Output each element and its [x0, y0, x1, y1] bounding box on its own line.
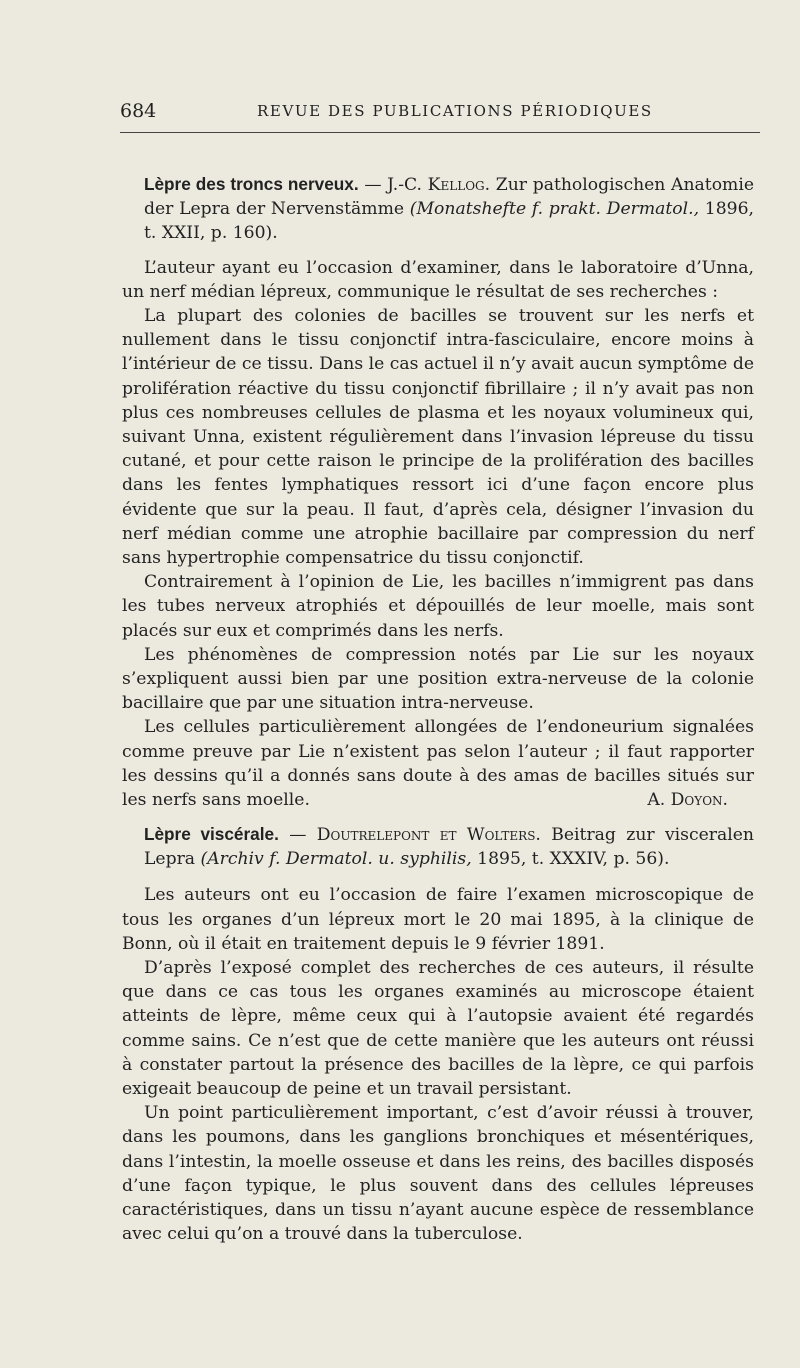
article-journal: (Monatshefte f. prakt. Dermatol.,: [409, 199, 700, 220]
article-citation: Beitrag zur visceralen Lepra: [144, 825, 754, 870]
article-reference: 1896, t. XXII, p. 160).: [144, 199, 754, 244]
article-lepre-troncs-nerveux: [122, 172, 754, 812]
paragraph: La plupart des colonies de bacilles se trouvent sur les nerfs et nullement dans le tissu conjonctif intra-fasciculaire, encore moins à l’intérieur de ce tissu. Dans le cas actuel il n’y avait aucun symptôme de prolifération réactive du tissu conjonctif fibrillaire ; il n’y avait pas non plus ces nombreuses cellules de plasma et les noyaux volumineux qui, suivant Unna, existent régulièrement dans l’invasion lépreuse du tissu cutané, et pour cette raison le principe de la prolifération des bacilles dans les fentes lymphatiques ressort ici d’une façon encore plus évidente que sur la peau. Il faut, d’après cela, désigner l’invasion du nerf médian comme une atrophie bacillaire par compression du nerf sans hypertrophie compensatrice du tissu conjonctif.: [122, 306, 754, 569]
paragraph: Contrairement à l’opinion de Lie, les bacilles n’immigrent pas dans les tubes nerveux atrophiés et dépouillés de leur moelle, mais sont placés sur eux et comprimés dans les nerfs.: [122, 572, 754, 641]
article-journal: (Archiv f. Dermatol. u. syphilis,: [200, 849, 472, 870]
paragraph: D’après l’exposé complet des recherches de ces auteurs, il résulte que dans ce cas tous les organes examinés au microscope étaient atteints de lèpre, même ceux qui à l’autopsie avaient été regardés comme sains. Ce n’est que de cette manière que les auteurs ont réussi à constater partout la présence des bacilles de la lèpre, ce qui parfois exigeait beaucoup de peine et un travail persistant.: [122, 958, 754, 1100]
paragraph-last: [122, 715, 754, 812]
paragraph-text: Les cellules particulièrement allongées de l’endoneurium signalées comme preuve par Lie n’existent pas selon l’auteur ; il faut rapporter les dessins qu’il a donnés sans doute à des amas de bacilles situés sur les nerfs sans moelle.: [122, 717, 754, 811]
article-title: Lèpre des troncs nerveux.: [144, 174, 359, 194]
paragraph: Les phénomènes de compression notés par Lie sur les noyaux s’expliquent aussi bien par une position extra-nerveuse de la colonie bacillaire que par une situation intra-nerveuse.: [122, 644, 754, 714]
article-lepre-viscerale: [122, 822, 754, 1246]
article-author: — Doutrelepont et Wolters.: [289, 825, 541, 845]
article-title: Lèpre viscérale.: [144, 824, 279, 844]
paragraph: Un point particulièrement important, c’est d’avoir réussi à trouver, dans les poumons, dans les ganglions bronchiques et mésentériques, dans l’intestin, la moelle osseuse et dans les reins, des bacilles disposés d’une façon typique, le plus souvent dans des cellules lépreuses caractéristiques, dans un tissu n’ayant aucune espèce de ressemblance avec celui qu’on a trouvé dans la tuberculose.: [122, 1103, 754, 1245]
running-title: REVUE DES PUBLICATIONS PÉRIODIQUES: [257, 102, 653, 120]
article-heading: [122, 172, 754, 246]
article-citation: Zur pathologischen Anatomie der Lepra der Nervenstämme: [144, 175, 755, 220]
signature: A. Doyon.: [647, 790, 728, 811]
header-rule: [120, 132, 760, 133]
paragraph: L’auteur ayant eu l’occasion d’examiner, dans le laboratoire d’Unna, un nerf médian lépreux, communique le résultat de ses recherches :: [122, 257, 754, 302]
article-heading: [122, 822, 754, 871]
article-author: — J.-C. Kellog.: [364, 175, 491, 195]
page-header: [120, 100, 760, 124]
article-reference: 1895, t. XXXIV, p. 56).: [477, 849, 670, 870]
page-number: 684: [120, 100, 157, 122]
paragraph: Les auteurs ont eu l’occasion de faire l’examen microscopique de tous les organes d’un lépreux mort le 20 mai 1895, à la clinique de Bonn, où il était en traitement depuis le 9 février 1891.: [122, 885, 754, 954]
